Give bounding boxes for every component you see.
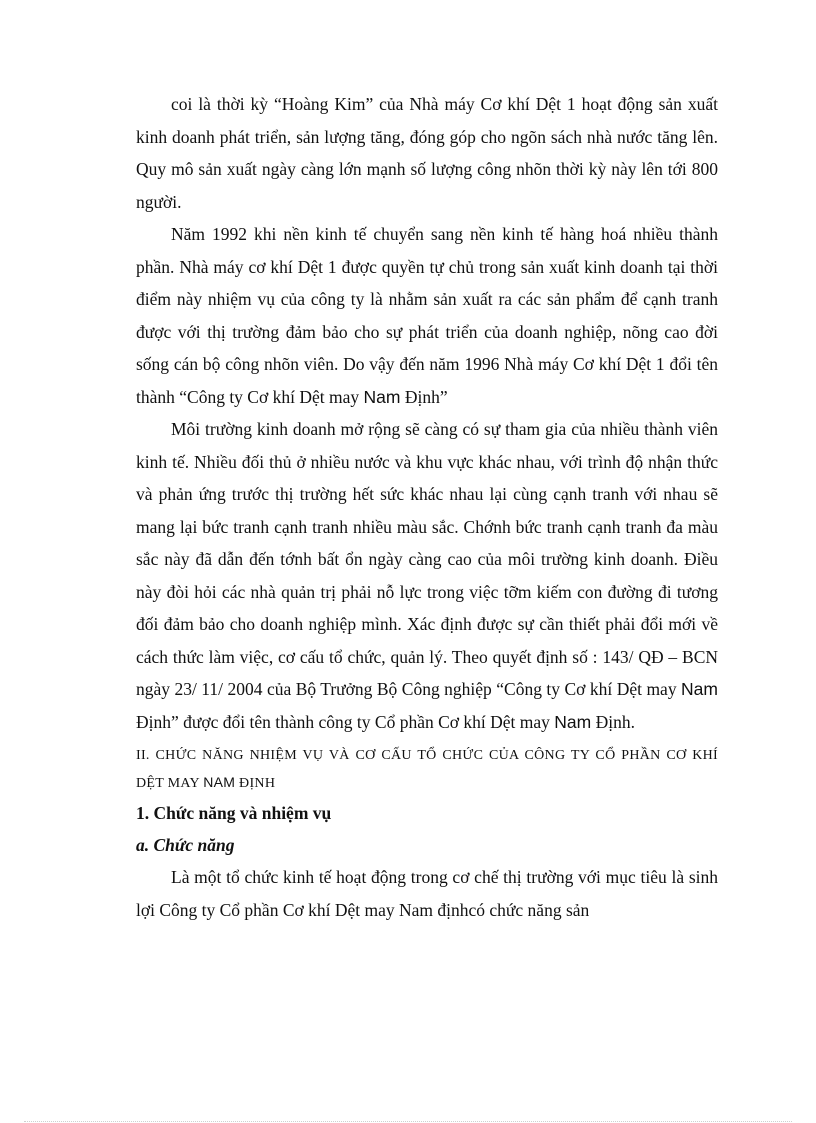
paragraph-3-text-b: Định” được đổi tên thành công ty Cổ phần Cơ khí Dệt may — [136, 711, 555, 732]
paragraph-3-sans-word-2: Nam — [554, 711, 592, 732]
section-heading — [136, 742, 718, 797]
page-bottom-divider — [24, 1121, 792, 1122]
paragraph-2-text-b: Định” — [400, 386, 448, 407]
document-page — [136, 88, 718, 926]
paragraph-3 — [136, 413, 718, 738]
section-heading-sans-word: NAM — [203, 774, 236, 790]
paragraph-3-text-a: Môi trường kinh doanh mở rộng sẽ càng có sự tham gia của nhiều thành viên kinh tế. Nhiều đối thủ ở nhiều nước và khu vực khác nhau, với trình độ nhận thức và phản ứng trước thị trường hết sức khác nhau lại cùng cạnh tranh với nhau sẽ mang lại bức tranh cạnh tranh nhiều màu sắc. Chớnh bức tranh cạnh tranh đa màu sắc này đã dẫn đến tớnh bất ổn ngày càng cao của môi trường kinh doanh. Điều này đòi hỏi các nhà quản trị phải nỗ lực trong việc tỡm kiếm con đường đi tương đối đảm bảo cho doanh nghiệp mình. Xác định được sự cần thiết phải đổi mới về cách thức làm việc, cơ cấu tổ chức, quản lý. Theo quyết định số : 143/ QĐ – BCN ngày 23/ 11/ 2004 của Bộ Trưởng Bộ Công nghiệp “Công ty Cơ khí Dệt may — [136, 419, 718, 699]
section-heading-text-a: II. CHỨC NĂNG NHIỆM VỤ VÀ CƠ CẤU TỔ CHỨC CỦA CÔNG TY CỔ PHẦN CƠ KHÍ DỆT MAY — [136, 748, 718, 791]
paragraph-2-sans-word: Nam — [363, 386, 401, 407]
subheading-functions: a. Chức năng — [136, 835, 235, 855]
paragraph-3-sans-word-1: Nam — [681, 679, 718, 699]
paragraph-3-text-c: Định. — [591, 711, 635, 732]
subheading-functions-duties: 1. Chức năng và nhiệm vụ — [136, 803, 332, 823]
paragraph-last-text: Là một tổ chức kinh tế hoạt động trong cơ chế thị trường với mục tiêu là sinh lợi Công ty Cổ phần Cơ khí Dệt may Nam địnhcó chức năng sản — [136, 867, 718, 920]
paragraph-1 — [136, 88, 718, 218]
section-heading-text-b: ĐỊNH — [235, 776, 276, 791]
paragraph-1-text: coi là thời kỳ “Hoàng Kim” của Nhà máy Cơ khí Dệt 1 hoạt động sản xuất kinh doanh phát triển, sản lượng tăng, đóng góp cho ngõn sách nhà nước tăng lên. Quy mô sản xuất ngày càng lớn mạnh số lượng công nhõn thời kỳ này lên tới 800 người. — [136, 94, 718, 212]
paragraph-last — [136, 861, 718, 926]
paragraph-2-text-a: Năm 1992 khi nền kinh tế chuyển sang nền kinh tế hàng hoá nhiều thành phần. Nhà máy cơ khí Dệt 1 được quyền tự chủ trong sản xuất kinh doanh tại thời điểm này nhiệm vụ của công ty là nhằm sản xuất ra các sản phẩm để cạnh tranh được với thị trường đảm bảo cho sự phát triển của doanh nghiệp, nõng cao đời sống cán bộ công nhõn viên. Do vậy đến năm 1996 Nhà máy Cơ khí Dệt 1 đổi tên thành “Công ty Cơ khí Dệt may — [136, 224, 718, 407]
paragraph-2 — [136, 218, 718, 413]
